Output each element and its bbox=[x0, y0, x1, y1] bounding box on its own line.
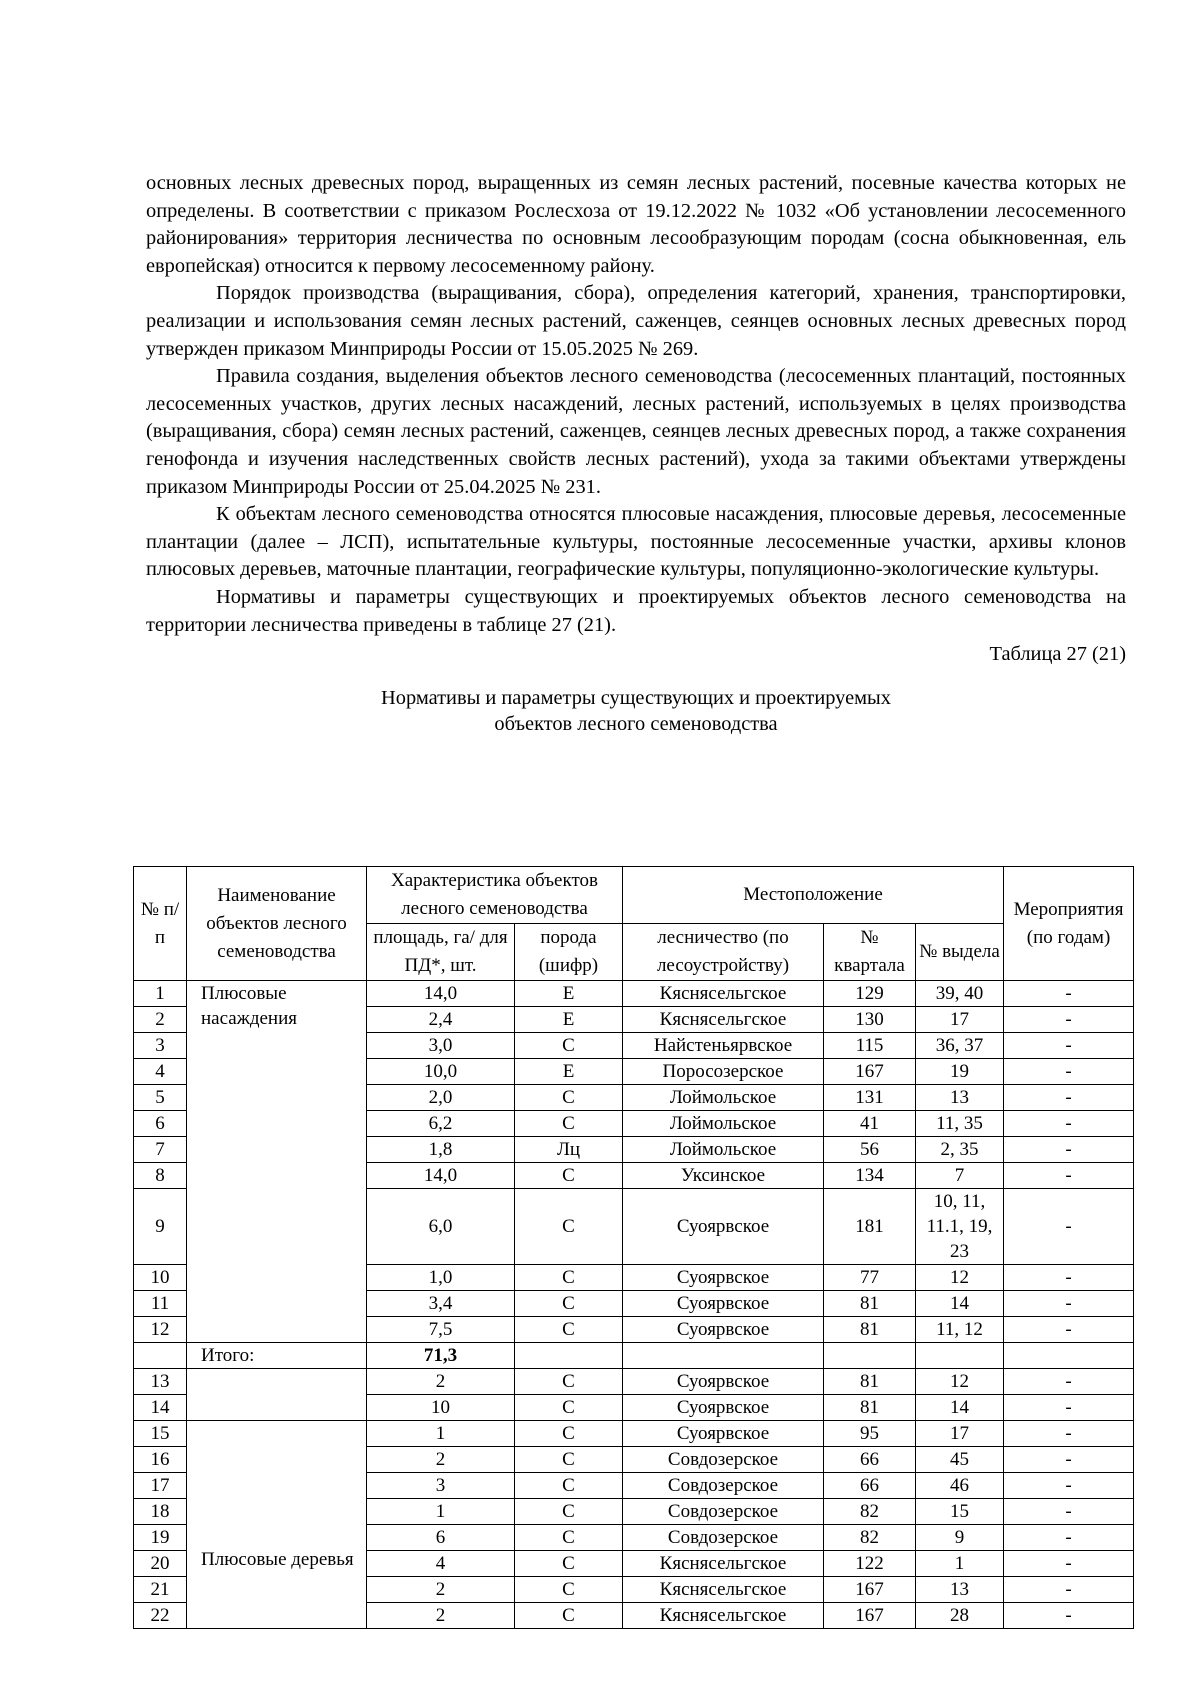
group-name: Плюсовые деревья bbox=[187, 1421, 367, 1629]
area-cell: 1,0 bbox=[367, 1265, 515, 1291]
header-forestry: лесничество (по лесоустройству) bbox=[623, 924, 824, 981]
species-cell: С bbox=[515, 1085, 623, 1111]
forestry-cell: Совдозерское bbox=[623, 1473, 824, 1499]
quarter-cell: 167 bbox=[824, 1059, 916, 1085]
forestry-cell: Суоярвское bbox=[623, 1317, 824, 1343]
table-row bbox=[134, 1421, 1134, 1447]
species-cell: Е bbox=[515, 981, 623, 1007]
header-location: Местоположение bbox=[623, 867, 1004, 924]
allotment-cell: 12 bbox=[916, 1369, 1004, 1395]
forestry-cell: Суоярвское bbox=[623, 1421, 824, 1447]
measures-cell: - bbox=[1004, 1447, 1134, 1473]
allotment-cell: 1 bbox=[916, 1551, 1004, 1577]
allotment-cell: 17 bbox=[916, 1007, 1004, 1033]
forestry-cell: Кяснясельгское bbox=[623, 981, 824, 1007]
quarter-cell: 129 bbox=[824, 981, 916, 1007]
forestry-cell: Лоймольское bbox=[623, 1111, 824, 1137]
measures-cell: - bbox=[1004, 1059, 1134, 1085]
area-cell: 1 bbox=[367, 1499, 515, 1525]
row-number: 6 bbox=[134, 1111, 187, 1137]
quarter-cell: 134 bbox=[824, 1163, 916, 1189]
species-cell: Лц bbox=[515, 1137, 623, 1163]
quarter-cell: 81 bbox=[824, 1369, 916, 1395]
row-number: 8 bbox=[134, 1163, 187, 1189]
allotment-cell: 13 bbox=[916, 1085, 1004, 1111]
allotment-cell: 15 bbox=[916, 1499, 1004, 1525]
species-cell: С bbox=[515, 1551, 623, 1577]
quarter-cell: 41 bbox=[824, 1111, 916, 1137]
allotment-cell: 36, 37 bbox=[916, 1033, 1004, 1059]
measures-cell: - bbox=[1004, 1111, 1134, 1137]
header-name: Наименование объектов лесного семеноводства bbox=[187, 867, 367, 981]
subtotal-value: 71,3 bbox=[367, 1343, 515, 1369]
allotment-cell: 7 bbox=[916, 1163, 1004, 1189]
paragraph-2: Порядок производства (выращивания, сбора), определения категорий, хранения, транспортировки, реализации и использования семян лесных растений, саженцев, сеянцев основных лесных древесных пород утвержден приказом Минприроды России от 15.05.2025 № 269. bbox=[146, 282, 1126, 360]
area-cell: 6,2 bbox=[367, 1111, 515, 1137]
measures-cell: - bbox=[1004, 1085, 1134, 1111]
area-cell: 6 bbox=[367, 1525, 515, 1551]
forestry-cell: Кяснясельгское bbox=[623, 1551, 824, 1577]
area-cell: 6,0 bbox=[367, 1189, 515, 1265]
species-cell: С bbox=[515, 1499, 623, 1525]
allotment-cell: 9 bbox=[916, 1525, 1004, 1551]
forestry-cell: Суоярвское bbox=[623, 1189, 824, 1265]
allotment-cell: 11, 35 bbox=[916, 1111, 1004, 1137]
paragraph-5: Нормативы и параметры существующих и проектируемых объектов лесного семеноводства на территории лесничества приведены в таблице 27 (21). bbox=[146, 585, 1126, 636]
area-cell: 4 bbox=[367, 1551, 515, 1577]
species-cell: С bbox=[515, 1317, 623, 1343]
species-cell: С bbox=[515, 1189, 623, 1265]
header-characteristics: Характеристика объектов лесного семеноводства bbox=[367, 867, 623, 924]
measures-cell: - bbox=[1004, 1421, 1134, 1447]
quarter-cell: 77 bbox=[824, 1265, 916, 1291]
quarter-cell: 95 bbox=[824, 1421, 916, 1447]
species-cell: С bbox=[515, 1473, 623, 1499]
allotment-cell: 28 bbox=[916, 1603, 1004, 1629]
forestry-cell: Поросозерское bbox=[623, 1059, 824, 1085]
measures-cell: - bbox=[1004, 1577, 1134, 1603]
species-cell: С bbox=[515, 1447, 623, 1473]
row-number: 16 bbox=[134, 1447, 187, 1473]
row-number: 20 bbox=[134, 1551, 187, 1577]
seed-objects-table bbox=[133, 866, 1134, 1629]
group-name: Плюсовые насаждения bbox=[187, 981, 367, 1343]
area-cell: 2,0 bbox=[367, 1085, 515, 1111]
row-number: 19 bbox=[134, 1525, 187, 1551]
row-number: 4 bbox=[134, 1059, 187, 1085]
species-cell: С bbox=[515, 1111, 623, 1137]
quarter-cell: 56 bbox=[824, 1137, 916, 1163]
table-label: Таблица 27 (21) bbox=[989, 643, 1126, 666]
forestry-cell: Лоймольское bbox=[623, 1085, 824, 1111]
area-cell: 2 bbox=[367, 1603, 515, 1629]
measures-cell: - bbox=[1004, 1163, 1134, 1189]
forestry-cell: Уксинское bbox=[623, 1163, 824, 1189]
area-cell: 2 bbox=[367, 1369, 515, 1395]
forestry-cell: Кяснясельгское bbox=[623, 1577, 824, 1603]
row-number: 22 bbox=[134, 1603, 187, 1629]
area-cell: 14,0 bbox=[367, 981, 515, 1007]
measures-cell: - bbox=[1004, 1137, 1134, 1163]
allotment-cell: 11, 12 bbox=[916, 1317, 1004, 1343]
header-measures: Мероприятия (по годам) bbox=[1004, 867, 1134, 981]
forestry-cell: Суоярвское bbox=[623, 1395, 824, 1421]
measures-cell: - bbox=[1004, 1473, 1134, 1499]
forestry-cell: Совдозерское bbox=[623, 1499, 824, 1525]
allotment-cell: 14 bbox=[916, 1395, 1004, 1421]
species-cell: С bbox=[515, 1291, 623, 1317]
row-number: 11 bbox=[134, 1291, 187, 1317]
forestry-cell: Найстеньярвское bbox=[623, 1033, 824, 1059]
row-number: 17 bbox=[134, 1473, 187, 1499]
area-cell: 3,0 bbox=[367, 1033, 515, 1059]
species-cell: С bbox=[515, 1421, 623, 1447]
quarter-cell: 66 bbox=[824, 1447, 916, 1473]
row-number: 2 bbox=[134, 1007, 187, 1033]
row-number: 9 bbox=[134, 1189, 187, 1265]
forestry-cell: Суоярвское bbox=[623, 1369, 824, 1395]
allotment-cell: 19 bbox=[916, 1059, 1004, 1085]
area-cell: 2,4 bbox=[367, 1007, 515, 1033]
allotment-cell: 45 bbox=[916, 1447, 1004, 1473]
quarter-cell: 130 bbox=[824, 1007, 916, 1033]
row-number: 3 bbox=[134, 1033, 187, 1059]
row-number: 5 bbox=[134, 1085, 187, 1111]
area-cell: 10 bbox=[367, 1395, 515, 1421]
measures-cell: - bbox=[1004, 1525, 1134, 1551]
measures-cell: - bbox=[1004, 1551, 1134, 1577]
header-allotment: № выдела bbox=[916, 924, 1004, 981]
quarter-cell: 81 bbox=[824, 1291, 916, 1317]
forestry-cell: Совдозерское bbox=[623, 1447, 824, 1473]
table-row bbox=[134, 981, 1134, 1007]
forestry-cell: Кяснясельгское bbox=[623, 1603, 824, 1629]
measures-cell: - bbox=[1004, 1395, 1134, 1421]
measures-cell: - bbox=[1004, 1007, 1134, 1033]
measures-cell: - bbox=[1004, 981, 1134, 1007]
quarter-cell: 66 bbox=[824, 1473, 916, 1499]
quarter-cell: 181 bbox=[824, 1189, 916, 1265]
species-cell: Е bbox=[515, 1059, 623, 1085]
area-cell: 2 bbox=[367, 1447, 515, 1473]
paragraph-4: К объектам лесного семеноводства относятся плюсовые насаждения, плюсовые деревья, лесосеменные плантации (далее – ЛСП), испытательные культуры, постоянные лесосеменные участки, архивы клонов плюсовых деревьев, маточные плантации, географические культуры, популяционно-экологические культуры. bbox=[146, 503, 1126, 581]
row-number: 1 bbox=[134, 981, 187, 1007]
quarter-cell: 82 bbox=[824, 1499, 916, 1525]
allotment-cell: 2, 35 bbox=[916, 1137, 1004, 1163]
allotment-cell: 17 bbox=[916, 1421, 1004, 1447]
forestry-cell: Кяснясельгское bbox=[623, 1007, 824, 1033]
row-number: 13 bbox=[134, 1369, 187, 1395]
paragraph-1: основных лесных древесных пород, выращенных из семян лесных растений, посевные качества которых не определены. В соответствии с приказом Рослесхоза от 19.12.2022 № 1032 «Об установлении лесосеменного районирования» территория лесничества по основным лесообразующим породам (сосна обыкновенная, ель европейская) относится к первому лесосеменному району. bbox=[146, 172, 1126, 277]
paragraph-3: Правила создания, выделения объектов лесного семеноводства (лесосеменных плантаций, постоянных лесосеменных участков, других лесных насаждений, лесных растений, используемых в целях производства (выращивания, сбора) семян лесных растений, саженцев, сеянцев лесных древесных пород, а также сохранения генофонда и изучения наследственных свойств лесных растений), ухода за такими объектами утверждены приказом Минприроды России от 25.04.2025 № 231. bbox=[146, 365, 1126, 498]
subtotal-row bbox=[134, 1343, 1134, 1369]
quarter-cell: 115 bbox=[824, 1033, 916, 1059]
forestry-cell: Совдозерское bbox=[623, 1525, 824, 1551]
species-cell: С bbox=[515, 1395, 623, 1421]
quarter-cell: 167 bbox=[824, 1577, 916, 1603]
area-cell: 3,4 bbox=[367, 1291, 515, 1317]
row-number: 10 bbox=[134, 1265, 187, 1291]
area-cell: 10,0 bbox=[367, 1059, 515, 1085]
forestry-cell: Суоярвское bbox=[623, 1265, 824, 1291]
area-cell: 1,8 bbox=[367, 1137, 515, 1163]
measures-cell: - bbox=[1004, 1369, 1134, 1395]
species-cell: С bbox=[515, 1163, 623, 1189]
quarter-cell: 122 bbox=[824, 1551, 916, 1577]
quarter-cell: 167 bbox=[824, 1603, 916, 1629]
subtotal-label: Итого: bbox=[187, 1343, 367, 1369]
measures-cell: - bbox=[1004, 1499, 1134, 1525]
species-cell: С bbox=[515, 1265, 623, 1291]
table-title-line-2: объектов лесного семеноводства bbox=[494, 712, 778, 735]
row-number: 7 bbox=[134, 1137, 187, 1163]
measures-cell: - bbox=[1004, 1033, 1134, 1059]
row-number: 21 bbox=[134, 1577, 187, 1603]
row-number: 18 bbox=[134, 1499, 187, 1525]
row-number: 15 bbox=[134, 1421, 187, 1447]
row-number: 12 bbox=[134, 1317, 187, 1343]
species-cell: С bbox=[515, 1525, 623, 1551]
area-cell: 7,5 bbox=[367, 1317, 515, 1343]
header-quarter: № квартала bbox=[824, 924, 916, 981]
measures-cell: - bbox=[1004, 1189, 1134, 1265]
forestry-cell: Лоймольское bbox=[623, 1137, 824, 1163]
allotment-cell: 10, 11, 11.1, 19, 23 bbox=[916, 1189, 1004, 1265]
header-num: № п/п bbox=[134, 867, 187, 981]
measures-cell: - bbox=[1004, 1291, 1134, 1317]
area-cell: 3 bbox=[367, 1473, 515, 1499]
table-title-line-1: Нормативы и параметры существующих и проектируемых bbox=[381, 686, 891, 709]
header-area: площадь, га/ для ПД*, шт. bbox=[367, 924, 515, 981]
allotment-cell: 12 bbox=[916, 1265, 1004, 1291]
row-number: 14 bbox=[134, 1395, 187, 1421]
document-page bbox=[146, 170, 1126, 737]
area-cell: 14,0 bbox=[367, 1163, 515, 1189]
allotment-cell: 39, 40 bbox=[916, 981, 1004, 1007]
species-cell: С bbox=[515, 1577, 623, 1603]
measures-cell: - bbox=[1004, 1603, 1134, 1629]
allotment-cell: 14 bbox=[916, 1291, 1004, 1317]
quarter-cell: 81 bbox=[824, 1395, 916, 1421]
quarter-cell: 82 bbox=[824, 1525, 916, 1551]
species-cell: С bbox=[515, 1603, 623, 1629]
table-title bbox=[146, 685, 1126, 737]
measures-cell: - bbox=[1004, 1265, 1134, 1291]
group-name-empty bbox=[187, 1369, 367, 1421]
area-cell: 2 bbox=[367, 1577, 515, 1603]
header-row-1 bbox=[134, 867, 1134, 924]
header-species: порода (шифр) bbox=[515, 924, 623, 981]
area-cell: 1 bbox=[367, 1421, 515, 1447]
forestry-cell: Суоярвское bbox=[623, 1291, 824, 1317]
measures-cell: - bbox=[1004, 1317, 1134, 1343]
species-cell: С bbox=[515, 1033, 623, 1059]
quarter-cell: 81 bbox=[824, 1317, 916, 1343]
allotment-cell: 46 bbox=[916, 1473, 1004, 1499]
species-cell: Е bbox=[515, 1007, 623, 1033]
table-row bbox=[134, 1369, 1134, 1395]
allotment-cell: 13 bbox=[916, 1577, 1004, 1603]
species-cell: С bbox=[515, 1369, 623, 1395]
quarter-cell: 131 bbox=[824, 1085, 916, 1111]
